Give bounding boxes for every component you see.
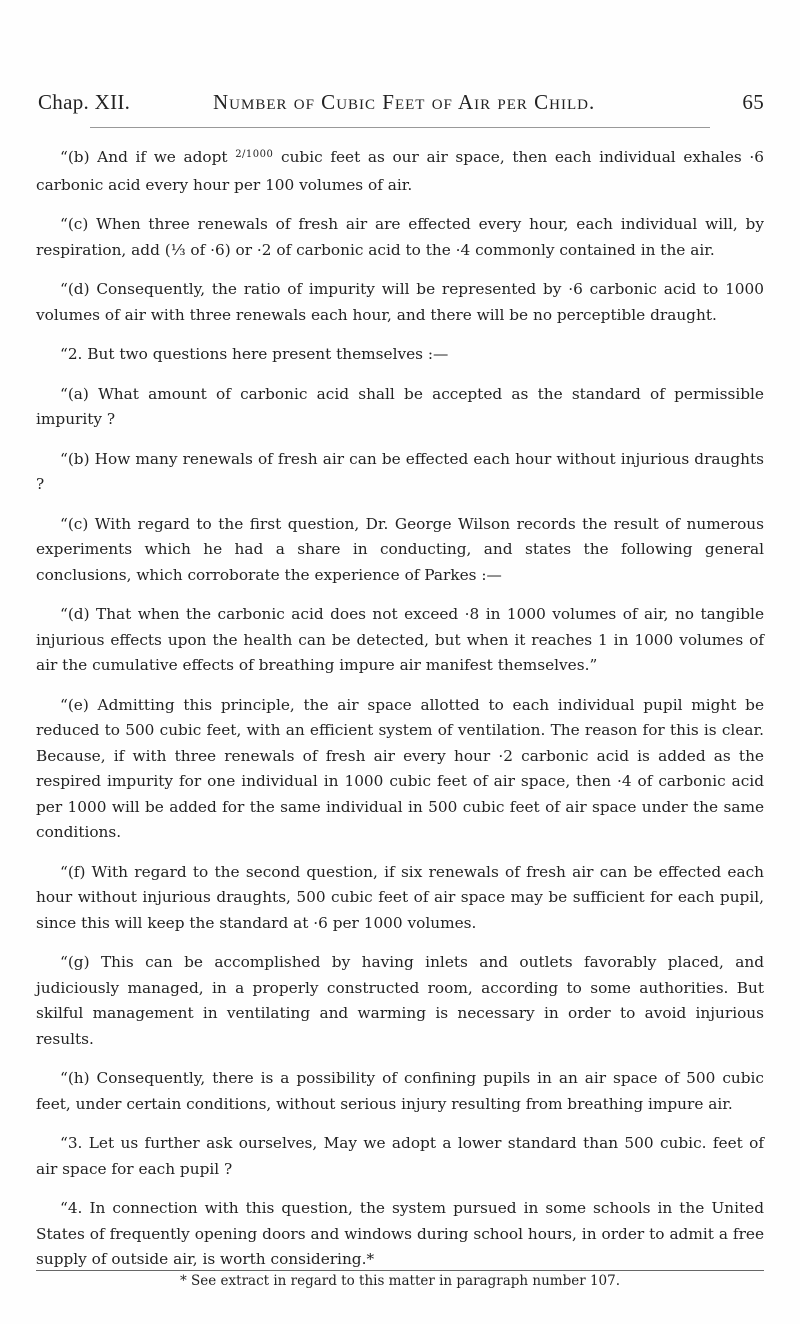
paragraph-2c: “(c) With regard to the first question, Dr. George Wilson records the result of numerous experiments which he had a share in conducting, and states the following general conclusions, which corroborate the experience of Parkes :— — [36, 514, 764, 584]
paragraph-c: “(c) When three renewals of fresh air are effected every hour, each individual will, by respiration, add (⅓ of ·6) or ·2 of carbonic acid to the ·4 commonly contained in the air. — [36, 215, 764, 259]
paragraph-2: “2. But two questions here present themselves :— — [60, 345, 449, 363]
header-rule — [90, 127, 710, 128]
paragraph-2b: “(b) How many renewals of fresh air can be effected each hour without injurious draughts ? — [36, 449, 764, 493]
footnote: * See extract in regard to this matter in paragraph number 107. — [179, 1273, 620, 1289]
paragraph-2h: “(h) Consequently, there is a possibility of confining pupils in an air space of 500 cubic feet, under certain conditions, without serious injury resulting from breathing impure air. — [36, 1069, 764, 1113]
paragraph-2e: “(e) Admitting this principle, the air space allotted to each individual pupil might be reduced to 500 cubic feet, with an efficient system of ventilation. The reason for this is clear. Because, if with three renewals of fresh air every hour ·2 carbonic acid is added as the respired impurity for one individual in 1000 cubic feet of air space, then ·4 of carbonic acid per 1000 will be added for the same individual in 500 cubic feet of air space under the same conditions. — [36, 695, 764, 841]
paragraph-3: “3. Let us further ask ourselves, May we adopt a lower standard than 500 cubic. feet of air space for each pupil ? — [36, 1134, 764, 1178]
paragraph-4: “4. In connection with this question, the system pursued in some schools in the United States of frequently opening doors and windows during school hours, in order to admit a free supply of outside air, is worth considering.* — [36, 1199, 764, 1268]
body-text — [36, 145, 764, 1287]
paragraph-b: “(b) And if we adopt $^{2/1000}$ cubic feet as our air space, then each individual exhales ·6 carbonic acid every hour per 100 volumes of air. — [36, 148, 765, 194]
footnote-rule — [36, 1270, 764, 1271]
fraction-2-1000: 2/1000 — [235, 149, 274, 160]
paragraph-d: “(d) Consequently, the ratio of impurity will be represented by ·6 carbonic acid to 1000 volumes of air with three renewals each hour, and there will be no perceptible draught. — [36, 280, 764, 324]
paragraph-2a: “(a) What amount of carbonic acid shall be accepted as the standard of permissible impurity ? — [36, 384, 764, 428]
running-title: Number of Cubic Feet of Air per Child. — [213, 90, 596, 114]
paragraph-2g: “(g) This can be accomplished by having inlets and outlets favorably placed, and judiciously managed, in a properly constructed room, according to some authorities. But skilful management in ventilating and warming is necessary in order to avoid injurious results. — [36, 953, 764, 1048]
paragraph-2d: “(d) That when the carbonic acid does not exceed ·8 in 1000 volumes of air, no tangible injurious effects upon the health can be detected, but when it reaches 1 in 1000 volumes of air the cumulative effects of breathing impure air manifest themselves.” — [36, 605, 764, 674]
page-number: 65 — [742, 90, 764, 114]
chapter-label: Chap. XII. — [38, 90, 131, 114]
paragraph-2f: “(f) With regard to the second question, if six renewals of fresh air can be effected each hour without injurious draughts, 500 cubic feet of air space may be sufficient for each pupil, since this will keep the standard at ·6 per 1000 volumes. — [36, 862, 764, 932]
running-header — [38, 88, 764, 124]
